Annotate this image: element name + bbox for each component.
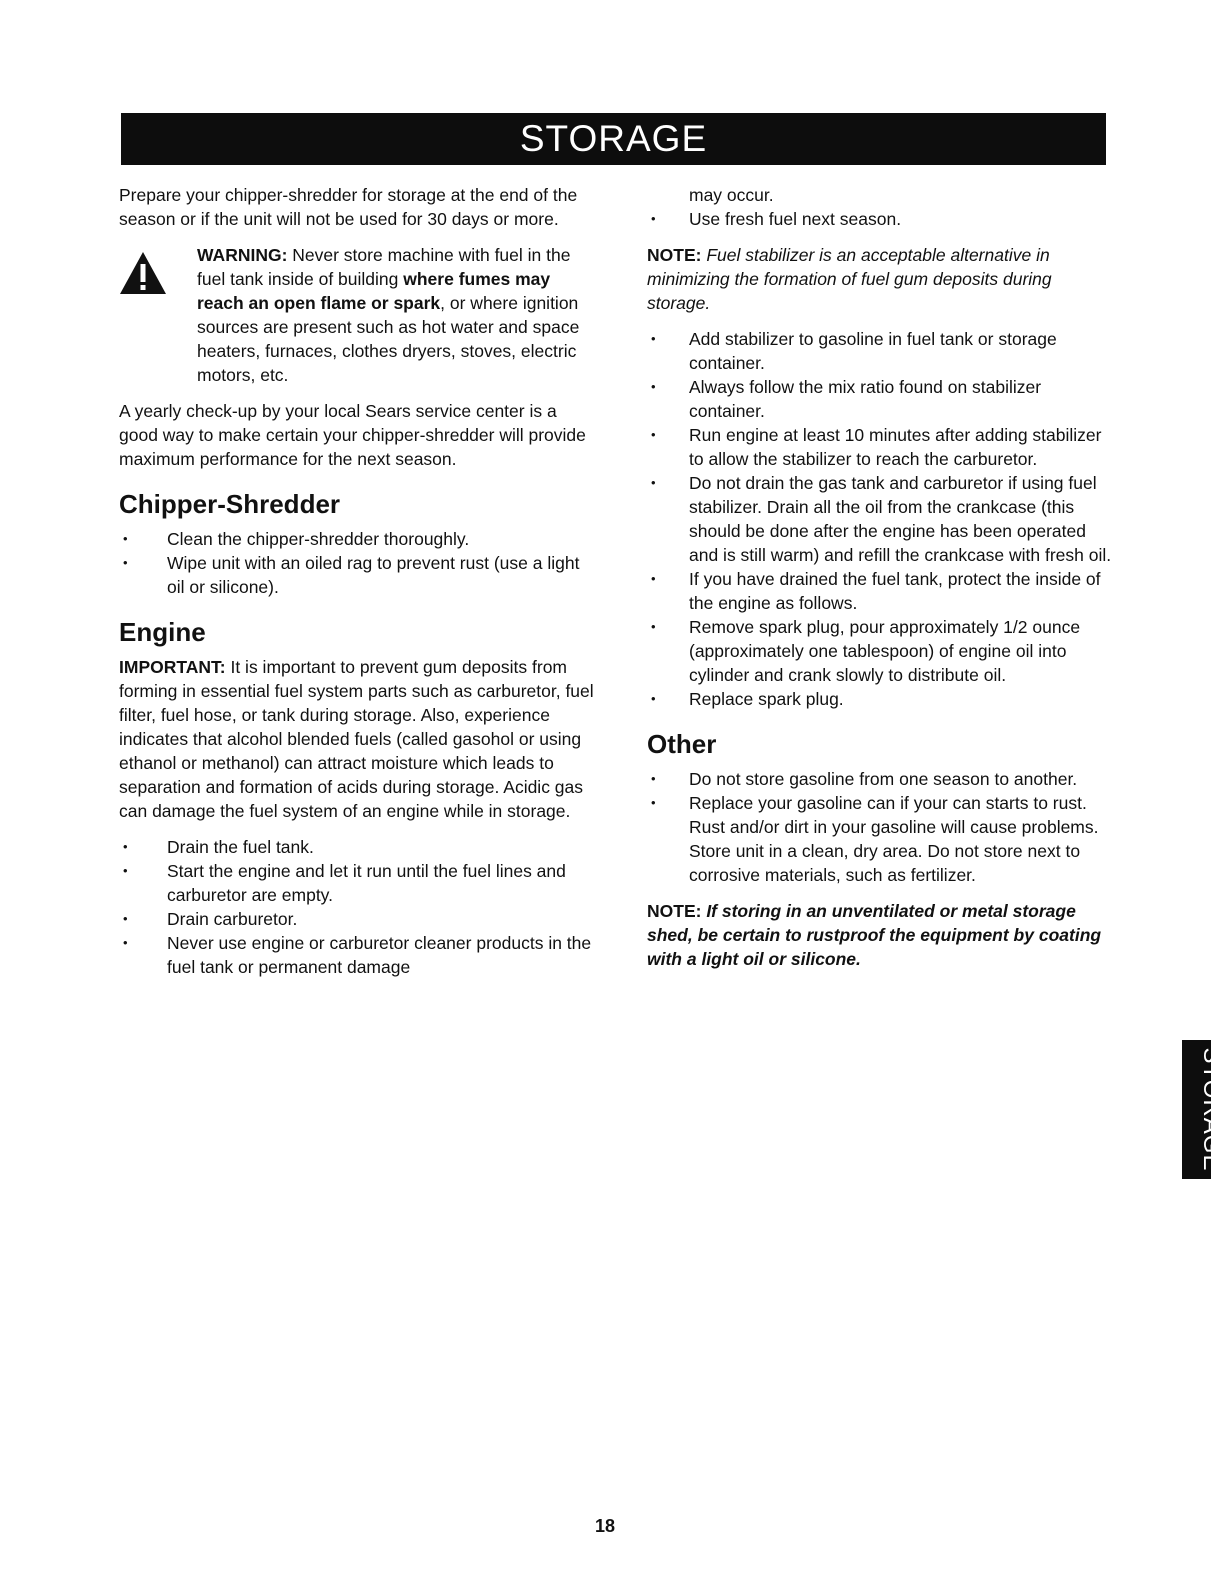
warning-triangle-icon — [119, 251, 167, 295]
list-item: • Replace your gasoline can if your can starts to rust. Rust and/or dirt in your gasoline will cause problems. Store unit in a clean, dry area. Do not store next to corrosive materials, such as fertilizer. — [647, 791, 1117, 887]
warning-emphasis: where fumes may reach an open flame or spark — [197, 269, 551, 313]
list-item: • Start the engine and let it run until the fuel lines and carburetor are empty. — [119, 859, 594, 907]
stabilizer-note — [647, 243, 1117, 315]
warning-text-part1: Never store machine with fuel in the fuel tank inside of building — [197, 245, 571, 289]
side-tab-label: STORAGE — [1198, 1047, 1225, 1172]
list-item: • Add stabilizer to gasoline in fuel tank or storage container. — [647, 327, 1117, 375]
note-text: Fuel stabilizer is an acceptable alternative in minimizing the formation of fuel gum deposits during storage. — [647, 245, 1052, 313]
checkup-paragraph: A yearly check-up by your local Sears service center is a good way to make certain your chipper-shredder will provide maximum performance for the next season. — [119, 401, 586, 469]
list-item: • Use fresh fuel next season. — [647, 207, 1117, 231]
warning-text-part2: , or where ignition sources are present such as hot water and space heaters, furnaces, clothes dryers, stoves, electric motors, etc. — [197, 293, 580, 385]
right-column — [647, 183, 1117, 971]
left-column — [119, 183, 594, 979]
engine-list-continuation: may occur. — [689, 185, 774, 205]
warning-text — [197, 243, 594, 387]
list-item: • Drain the fuel tank. — [119, 835, 594, 859]
other-heading: Other — [647, 729, 717, 759]
rustproof-note — [647, 899, 1117, 971]
chipper-list — [119, 527, 594, 599]
list-item: • Remove spark plug, pour approximately 1/2 ounce (approximately one tablespoon) of engine oil into cylinder and crank slowly to distribute oil. — [647, 615, 1117, 687]
list-item: • Clean the chipper-shredder thoroughly. — [119, 527, 594, 551]
list-item: • Do not drain the gas tank and carburetor if using fuel stabilizer. Drain all the oil from the crankcase (this should be done after the engine has been operated and is still warm) and refill the crankcase with fresh oil. — [647, 471, 1117, 567]
page-banner — [121, 113, 1106, 165]
engine-list-2 — [647, 207, 1117, 231]
list-item: • Do not store gasoline from one season to another. — [647, 767, 1117, 791]
stabilizer-list — [647, 327, 1117, 711]
engine-list — [119, 835, 594, 979]
list-item: • Wipe unit with an oiled rag to prevent rust (use a light oil or silicone). — [119, 551, 594, 599]
engine-heading: Engine — [119, 617, 206, 647]
list-item: • If you have drained the fuel tank, protect the inside of the engine as follows. — [647, 567, 1117, 615]
page-title: STORAGE — [519, 118, 708, 159]
section-side-tab — [1182, 1040, 1225, 1179]
list-item: • Run engine at least 10 minutes after adding stabilizer to allow the stabilizer to reach the carburetor. — [647, 423, 1117, 471]
list-item: • Always follow the mix ratio found on stabilizer container. — [647, 375, 1117, 423]
important-text: It is important to prevent gum deposits from forming in essential fuel system parts such as carburetor, fuel filter, fuel hose, or tank during storage. Also, experience indicates that alcohol blended fuels (called gasohol or using ethanol or methanol) can attract moisture which leads to separation and formation of acids during storage. Acidic gas can damage the fuel system of an engine while in storage. — [119, 657, 594, 821]
other-list — [647, 767, 1117, 887]
warning-label: WARNING: — [197, 245, 288, 265]
list-item: • Drain carburetor. — [119, 907, 594, 931]
chipper-heading: Chipper-Shredder — [119, 489, 341, 519]
note-label: NOTE: — [647, 245, 702, 265]
note-label: NOTE: — [647, 901, 702, 921]
page-number: 18 — [594, 1516, 616, 1536]
warning-block — [119, 243, 594, 387]
important-label: IMPORTANT: — [119, 657, 226, 677]
important-paragraph — [119, 655, 594, 823]
list-item: • Replace spark plug. — [647, 687, 1117, 711]
intro-paragraph: Prepare your chipper-shredder for storage at the end of the season or if the unit will not be used for 30 days or more. — [119, 185, 578, 229]
note-text: If storing in an unventilated or metal storage shed, be certain to rustproof the equipment by coating with a light oil or silicone. — [647, 901, 1102, 969]
list-item: • Never use engine or carburetor cleaner products in the fuel tank or permanent damage — [119, 931, 594, 979]
